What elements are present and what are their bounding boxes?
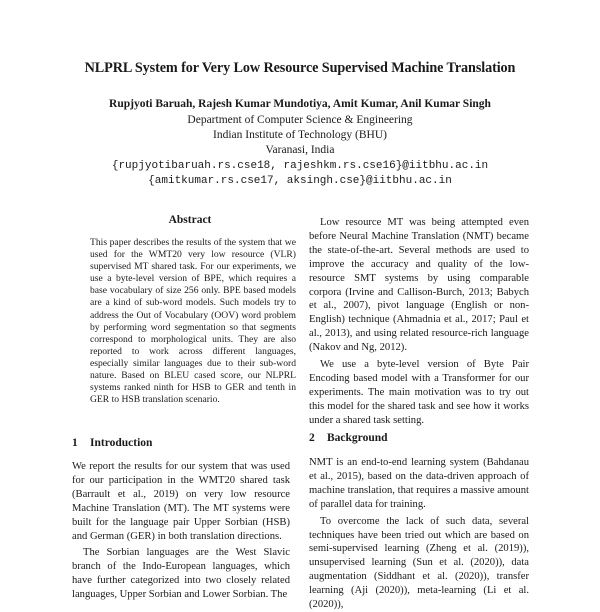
section-heading-background — [309, 432, 388, 444]
email-line-2: {amitkumar.rs.cse17, aksingh.cse}@iitbhu.ac.in — [148, 175, 452, 187]
affiliation-institute: Indian Institute of Technology (BHU) — [212, 129, 387, 141]
section-number: 1 — [72, 437, 78, 449]
paper-title: NLPRL System for Very Low Resource Supervised Machine Translation — [84, 60, 516, 76]
paragraph: Low resource MT was being attempted even before Neural Machine Translation (NMT) became the state-of-the-art. Several methods are used to improve the accuracy and quality of the low-resource SMT systems by using comparable corpora (Irvine and Callison-Burch, 2013; Babych et al., 2007), pivot language (English or non-English) technique (Ahmadnia et al., 2017; Paul et al., 2013), and using related resource-rich language (Nakov and Ng, 2012). — [309, 217, 529, 354]
right-column-body — [309, 216, 529, 428]
paragraph: The Sorbian languages are the West Slavic branch of the Indo-European languages, which have further categorized into two closely related languages, Upper Sorbian and Lower Sorbian. The — [72, 547, 290, 601]
email-line-1: {rupjyotibaruah.rs.cse18, rajeshkm.rs.cse16}@iitbhu.ac.in — [111, 160, 489, 172]
abstract-heading: Abstract — [168, 214, 212, 226]
introduction-body — [72, 460, 290, 602]
affiliation-location: Varanasi, India — [265, 144, 335, 156]
section-title: Introduction — [90, 437, 153, 449]
paragraph: We report the results for our system that was used for our participation in the WMT20 shared task (Barrault et al., 2019) on very low resource Machine Translation (MT). The MT systems were built for the language pair Upper Sorbian (HSB) and German (GER) in both translation directions. — [72, 461, 290, 542]
paragraph: We use a byte-level version of Byte Pair Encoding based model with a Transformer for our experiments. The main motivation was to try out this model for the shared task and see how it works under a shared task setting. — [309, 359, 529, 426]
section-number: 2 — [309, 432, 315, 444]
section-heading-introduction — [72, 437, 152, 449]
affiliation-department: Department of Computer Science & Engineering — [187, 114, 413, 126]
author-list: Rupjyoti Baruah, Rajesh Kumar Mundotiya, Amit Kumar, Anil Kumar Singh — [109, 98, 491, 110]
paragraph: NMT is an end-to-end learning system (Bahdanau et al., 2015), based on the data-driven approach of machine translation, that requires a massive amount of parallel data for training. — [309, 457, 529, 510]
paragraph: To overcome the lack of such data, several techniques have been tried out which are based on semi-supervised learning (Zheng et al. (2019)), unsupervised learning (Sun et al. (2020)), data augmentation (Siddhant et al. (2020)), transfer learning (Aji (2020)), meta-learning (Li et al. (2020)), — [309, 515, 529, 611]
background-body — [309, 456, 529, 612]
abstract-text: This paper describes the results of the system that we used for the WMT20 very low resource (VLR) supervised MT shared task. For our experiments, we use a byte-level version of BPE, which requires a base vocabulary of size 256 only. BPE based models are a kind of sub-word models. Such models try to address the Out of Vocabulary (OOV) word problem by performing word segmentation so that segments correspond to morphological units. They are also reported to work across different languages, especially similar languages due to their sub-word nature. Based on BLEU cased score, our NLPRL systems ranked ninth for HSB to GER and tenth in GER to HSB translation scenario. — [90, 237, 296, 406]
section-title: Background — [327, 432, 388, 444]
